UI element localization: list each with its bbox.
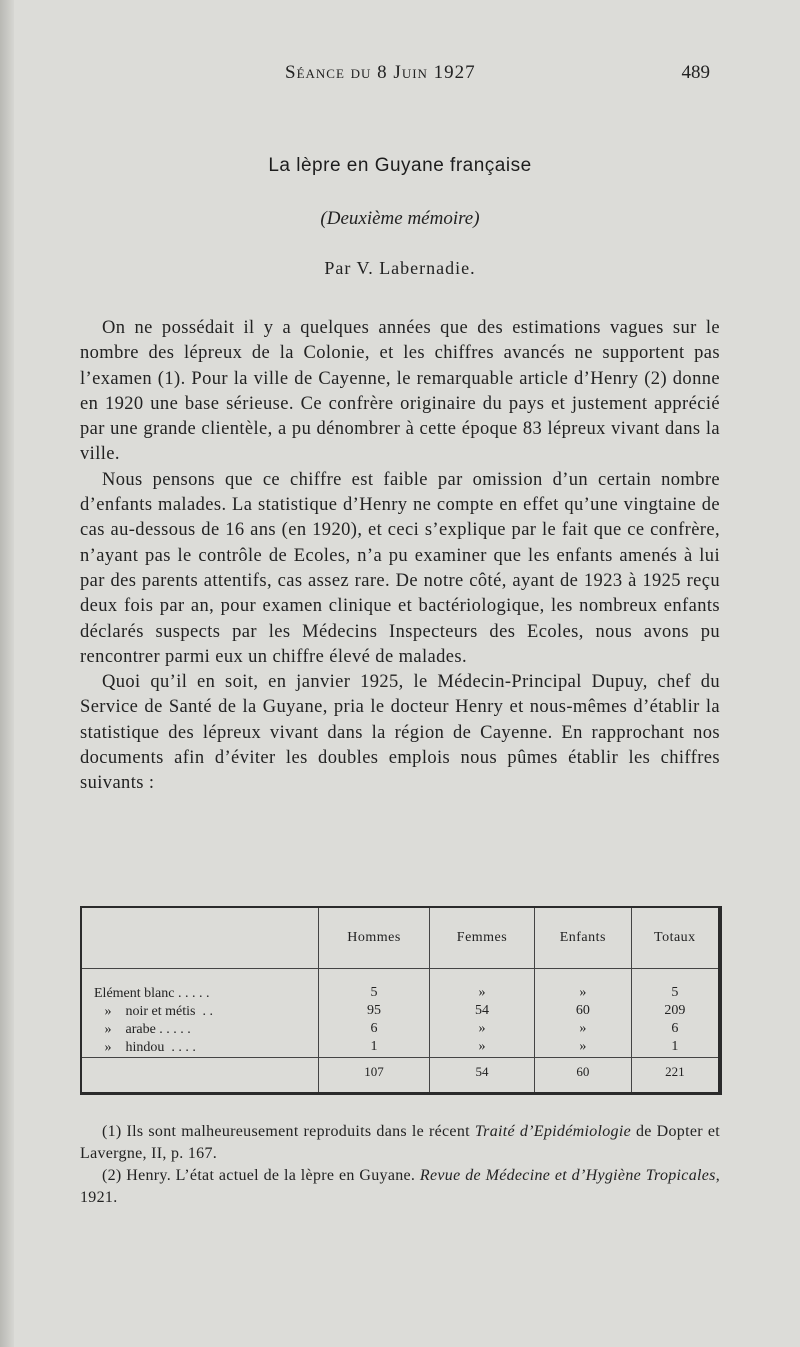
- footnote-1: [80, 1121, 720, 1165]
- table-spacer-row: [82, 969, 718, 986]
- footnote-text: de Dopter et Lavergne, II, p. 167.: [80, 1123, 721, 1162]
- statistics-table: [80, 906, 722, 1095]
- paragraph: Quoi qu’il en soit, en janvier 1925, le Médecin-Principal Dupuy, chef du Service de Santé de la Guyane, pria le docteur Henry et nous-mêmes d’établir la statistique des lépreux vivant dans la région de Cayenne. En rapprochant nos documents afin d’éviter les doubles emplois nous pûmes établir les chiffres suivants :: [80, 672, 720, 794]
- table-cell: 5: [319, 985, 430, 1003]
- table-row: [82, 1003, 718, 1021]
- total-cell: 54: [430, 1058, 535, 1087]
- body-text: [80, 316, 720, 797]
- row-label: » arabe . . . . .: [94, 1022, 191, 1037]
- total-cell: 221: [631, 1058, 718, 1087]
- table-row: [82, 985, 718, 1003]
- footnotes: [80, 1121, 720, 1209]
- total-cell: 60: [534, 1058, 631, 1087]
- footnote-text: (2) Henry. L’état actuel de la lèpre en Guyane.: [102, 1167, 420, 1184]
- row-label: » noir et métis . .: [94, 1004, 213, 1019]
- table-header-row: [82, 908, 718, 969]
- row-label: Elément blanc . . . . .: [94, 986, 210, 1001]
- table-cell: »: [430, 1039, 535, 1058]
- table-totals-row: [82, 1058, 718, 1087]
- footnote-text: (1) Ils sont malheureusement reproduits dans le récent: [102, 1123, 475, 1140]
- table-cell: »: [430, 1021, 535, 1039]
- table-cell: 209: [631, 1003, 718, 1021]
- page-edge-shadow: [0, 0, 14, 1347]
- table-cell: »: [534, 985, 631, 1003]
- article-title: La lèpre en Guyane française: [268, 155, 532, 176]
- table-cell: »: [534, 1021, 631, 1039]
- table-cell: 60: [534, 1003, 631, 1021]
- totals-label-cell: [82, 1058, 319, 1087]
- column-header: Totaux: [631, 908, 718, 969]
- footnote-2: [80, 1165, 720, 1209]
- table-row: [82, 1039, 718, 1058]
- running-head: [0, 62, 800, 92]
- table-cell: 1: [319, 1039, 430, 1058]
- footnote-text: , 1921.: [80, 1167, 720, 1206]
- footnote-cited-title: Revue de Médecine et d’Hygiène Tropicales: [419, 1167, 716, 1184]
- column-header: Femmes: [430, 908, 535, 969]
- total-cell: 107: [319, 1058, 430, 1087]
- table-cell: 1: [631, 1039, 718, 1058]
- footnote-cited-title: Traité d’Epidémiologie: [474, 1123, 632, 1140]
- table-cell: 6: [631, 1021, 718, 1039]
- table-cell: »: [534, 1039, 631, 1058]
- table-cell: 95: [319, 1003, 430, 1021]
- table-cell: 6: [319, 1021, 430, 1039]
- table-corner-cell: [82, 908, 319, 969]
- column-header: Enfants: [534, 908, 631, 969]
- column-header: Hommes: [319, 908, 430, 969]
- table-cell: »: [430, 985, 535, 1003]
- table-cell: 54: [430, 1003, 535, 1021]
- row-label: » hindou . . . .: [94, 1040, 196, 1055]
- running-title: Séance du 8 Juin 1927: [285, 62, 476, 83]
- page-number: 489: [681, 62, 710, 83]
- table-row: [82, 1021, 718, 1039]
- paragraph: On ne possédait il y a quelques années que des estimations vagues sur le nombre des lépreux de la Colonie, et les chiffres avancés ne supportent pas l’examen (1). Pour la ville de Cayenne, le remarquable article d’Henry (2) donne en 1920 une base sérieuse. Ce confrère originaire du pays et justement apprécié par une grande clientèle, a pu dénombrer à cette époque 83 lépreux vivant dans la ville.: [80, 318, 720, 465]
- article-author: Par V. Labernadie.: [324, 258, 476, 278]
- table-cell: 5: [631, 985, 718, 1003]
- table-bottom-row: [82, 1086, 718, 1092]
- paragraph: Nous pensons que ce chiffre est faible par omission d’un certain nombre d’enfants malades. La statistique d’Henry ne compte en effet qu’une vingtaine de cas au-dessous de 16 ans (en 1920), et ceci s’explique par le fait que ce confrère, n’ayant pas le contrôle de Ecoles, n’a pu examiner que les enfants amenés à lui par des parents attentifs, cas assez rare. De notre côté, ayant de 1923 à 1925 reçu deux fois par an, pour examen clinique et bactériologique, les nombreux enfants déclarés suspects par les Médecins Inspecteurs des Ecoles, nous avons pu rencontrer parmi eux un chiffre élevé de malades.: [80, 469, 720, 667]
- article-subtitle: (Deuxième mémoire): [320, 208, 480, 229]
